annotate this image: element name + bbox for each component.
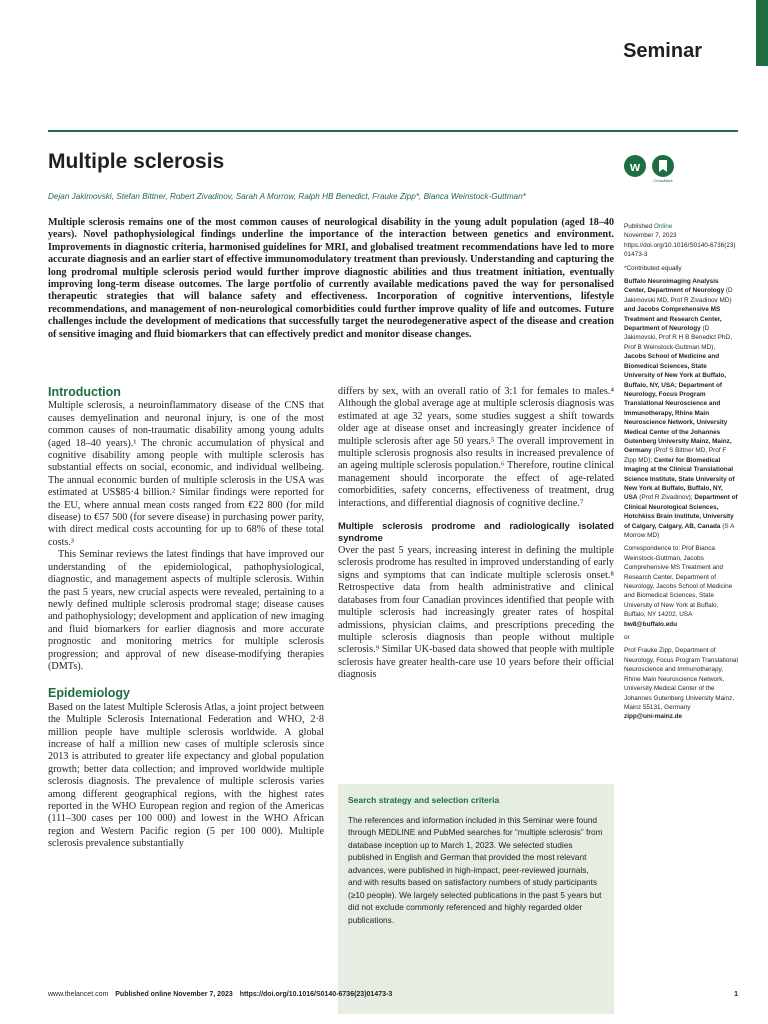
contrib-note: *Contributed equally: [624, 264, 682, 272]
header-accent-bar: [756, 0, 768, 66]
intro-paragraph-1: Multiple sclerosis, a neuroinflammatory disease of the CNS that causes demyelination and neuronal injury, is one of the most common causes of non-traumatic disability among young adults (aged 18–40 years).¹ The chronic accumulation of physical and cognitive disability among people with multiple sclerosis has substantial effects on social, economic, and individual wellbeing. The annual economic burden of multiple sclerosis in the USA was estimated at US$85·4 billion.² Similar findings were reported for the EU, where annual mean costs ranged from €22 800 (for mild disease) to €57 500 (for severe disease) in purchasing power parity, with direct medical costs accounting for up to 68% of these total costs.³: [48, 400, 324, 548]
author-list: Dejan Jakimovski, Stefan Bittner, Robert Zivadinov, Sarah A Morrow, Ralph HB Benedict, Frauke Zipp*, Bianca Weinstock-Guttman*: [48, 192, 526, 201]
correspondence-text-2: Prof Frauke Zipp, Department of Neurology, Focus Program Translational Neuroscience and Immunotherapy, Rhine Main Neuroscience Network, University Medical Center of the Johannes Gutenberg University Mainz, Mainz 55131, Germany: [624, 647, 738, 711]
published-date: November 7, 2023: [624, 232, 677, 240]
open-access-icon[interactable]: w: [624, 155, 646, 177]
affiliation-names: (Prof R Zivadinov);: [637, 494, 695, 502]
footer-published: Published online November 7, 2023: [115, 991, 233, 998]
page-footer: [48, 991, 738, 998]
affiliation-bold: Buffalo Neuroimaging Analysis Center, Department of Neurology: [624, 278, 725, 295]
affiliation-names: (D Jakimovski, Prof R H B Benedict PhD, Prof B Weinstock-Guttman MD),: [624, 325, 732, 351]
header-rule: [48, 130, 738, 132]
affiliation-names: (D Jakimovski MD, Prof R Zivadinov MD): [624, 287, 733, 304]
email-link-2[interactable]: zipp@uni-mainz.de: [624, 713, 683, 721]
correspondence-2: [624, 646, 738, 721]
epidemiology-heading: Epidemiology: [48, 686, 130, 701]
panel-title: Search strategy and selection criteria: [348, 795, 500, 805]
page-number: 1: [734, 991, 738, 998]
affiliations: [624, 277, 738, 540]
correspondence-or: or: [624, 634, 630, 642]
published-info: [624, 222, 738, 260]
panel-body: The references and information included in this Seminar were found through MEDLINE and PubMed searches for “multiple sclerosis” from database inception up to March 1, 2023. We selected studies published in English and German that provided the most relevant advances, were published in high-impact, peer-reviewed journals, and with results based on satisfactory numbers of study participants (≥10 people). We largely selected publications in the past 5 years but did not exclude commonly referenced and highly regarded older publications.: [348, 814, 603, 925]
body-column-right: [338, 386, 614, 682]
body-column-left: [48, 386, 324, 851]
footer-left: [48, 991, 397, 998]
correspondence: [624, 544, 738, 629]
prodrome-paragraph: Over the past 5 years, increasing interest in defining the multiple sclerosis prodrome has resulted in improved understanding of early signs and symptoms that can indicate multiple sclerosis onset.⁸ Retrospective data from health administrative and clinical databases from four Canadian provinces identified that people with multiple sclerosis had increasingly greater rates of hospital admissions, physician claims, and prescriptions preceding the multiple sclerosis diagnosis than people without multiple sclerosis.⁹ Similar UK-based data showed that people with multiple sclerosis have greater health-care use 10 years before their official diagnosis: [338, 545, 614, 681]
article-title: Multiple sclerosis: [48, 150, 225, 173]
section-label: Seminar: [623, 40, 702, 62]
affiliation-names: (Prof S Bittner MD, Prof F Zipp MD);: [624, 447, 727, 464]
affiliation-names: (S A Morrow MD): [624, 522, 734, 539]
affiliation-bold: and Jacobs Comprehensive MS Treatment and Research Center, Department of Neurology: [624, 306, 722, 333]
affiliation-bold: Department of Clinical Neurological Sciences, Hotchkiss Brain Institute, University of Calgary, Calgary, AB, Canada: [624, 494, 738, 530]
affiliation-bold: Center for Biomedical Imaging at the Clinical Translational Science Institute, State University of New York at Buffalo, Buffalo, NY, USA: [624, 456, 735, 502]
sidebar-doi[interactable]: https://doi.org/10.1016/S0140-6736(23)01473-3: [624, 241, 736, 259]
badge-group: [624, 155, 674, 183]
prodrome-heading: Multiple sclerosis prodrome and radiologically isolated syndrome: [338, 520, 614, 543]
search-strategy-panel: [338, 784, 614, 1014]
crossmark-icon: [652, 155, 674, 177]
intro-heading: Introduction: [48, 385, 121, 399]
sidebar: [624, 222, 738, 726]
published-online-link[interactable]: Online: [653, 223, 673, 230]
col2-paragraph-1: differs by sex, with an overall ratio of 3:1 for females to males.⁴ Although the global average age at multiple sclerosis diagnosis was estimated at age 32 years, some studies suggest a shift towards older age at disease onset and increasingly greater incidence of multiple sclerosis after age 50 years.⁵ The overall improvement in multiple sclerosis prognosis also results in increased prevalence of an ageing multiple sclerosis population.⁶ Therefore, routine clinical management should incorporate the effect of age-related comorbidities, safety concerns, effectiveness of treatment, drug interactions, and differential diagnosis of cognitive decline.⁷: [338, 386, 614, 509]
abstract: Multiple sclerosis remains one of the most common causes of neurological disability in the young adult population (aged 18–40 years). Novel pathophysiological findings underline the importance of the interaction between genetics and environment. Improvements in diagnostic criteria, harmonised guidelines for MRI, and globalised treatment recommendations have led to more accurate diagnosis and an earlier start of effective immunomodulatory treatment than previously. Understanding and capturing the long prodromal multiple sclerosis period would further improve diagnostic abilities and thus treatment initiation, eventually improving long-term disease outcomes. The large portfolio of currently available medications paved the way for personalised therapeutic strategies that will balance safety and effectiveness. Incorporation of cognitive interventions, lifestyle recommendations, and management of non-neurological comorbidities could further improve quality of life and outcomes. Future challenges include the development of medications that successfully target the neurodegenerative aspect of the disease and creation of sensitive imaging and fluid biomarkers that can effectively predict and monitor disease changes.: [48, 217, 614, 340]
epidemiology-paragraph-1: Based on the latest Multiple Sclerosis Atlas, a joint project between the Multiple Sclerosis International Federation and WHO, 2·8 million people have multiple sclerosis worldwide. A global increase of half a million new cases of multiple sclerosis since 2013 is attributed to greater life expectancy and global population growth; better data collection; and improved worldwide multiple sclerosis diagnosis. The prevalence of multiple sclerosis varies among different geographical regions, with the highest rates reported in the WHO European region and region of the Americas (111–300 cases per 100 000) and lowest in the WHO African region and Western Pacific region (5 per 100 000). Multiple sclerosis prevalence substantially: [48, 701, 324, 850]
footer-doi[interactable]: https://doi.org/10.1016/S0140-6736(23)01473-3: [239, 991, 393, 998]
crossmark-badge[interactable]: [652, 155, 674, 183]
published-label: Published: [624, 223, 654, 230]
intro-paragraph-2: This Seminar reviews the latest findings that have improved our understanding of the epidemiological, pathophysiological, diagnostic, and management aspects of multiple sclerosis. Within the past 5 years, new crucial aspects were revealed, pertaining to a newly defined multiple sclerosis prodromal stage; disease causes and pathophysiology; development and application of new imaging and fluid biomarkers for earlier diagnosis and more accurate prognostic and monitoring metrics for multiple sclerosis progression; and approval of new disease-modifying therapies (DMTs).: [48, 549, 324, 672]
email-link-1[interactable]: bw8@buffalo.edu: [624, 620, 678, 628]
crossmark-label: CrossMark: [653, 178, 673, 183]
affiliation-bold: Jacobs School of Medicine and Biomedical Sciences, State University of New York at Buffalo, Buffalo, NY, USA; Department of Neurology, Focus Program Translational Neuroscience and Immunotherapy, Rhine Main Neuroscience Network, University Medical Center of the Johannes Gutenberg University Mainz, Mainz, Germany: [624, 353, 732, 455]
correspondence-text: Correspondence to: Prof Bianca Weinstock-Guttman, Jacobs Comprehensive MS Treatment and Research Center, Department of Neurology, Jacobs School of Medicine and Biomedical Sciences, State University of New York at Buffalo, Buffalo, NY 14202, USA: [624, 545, 733, 619]
footer-site-link[interactable]: www.thelancet.com: [48, 991, 109, 998]
